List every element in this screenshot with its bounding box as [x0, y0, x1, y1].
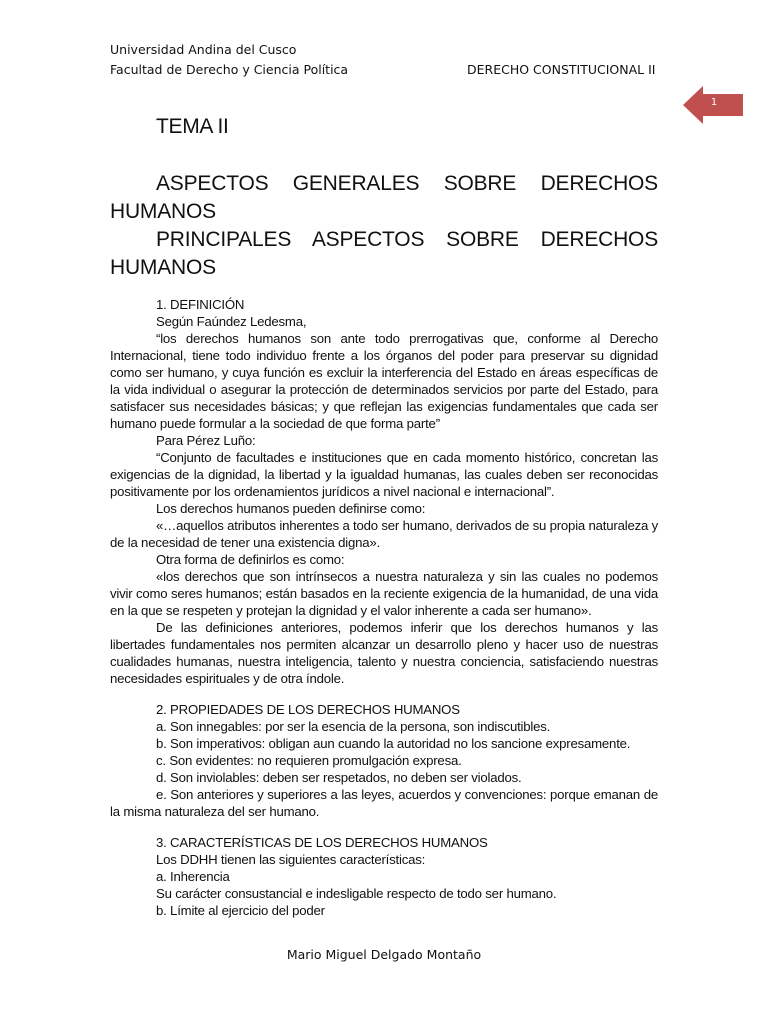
- document-body: [110, 112, 658, 919]
- quote-paragraph: «los derechos que son intrínsecos a nuestra naturaleza y sin las cuales no podemos vivir como seres humanos; están basados en la reciente exigencia de la humanidad, de una vida en la que se respeten y protejan la dignidad y el valor inherente a cada ser humano».: [110, 569, 658, 618]
- list-item: e. Son anteriores y superiores a las leyes, acuerdos y convenciones: porque emanan de la misma naturaleza del ser humano.: [110, 787, 658, 819]
- list-item: d. Son inviolables: deben ser respetados, no deben ser violados.: [156, 770, 522, 785]
- subsection-title: b. Límite al ejercicio del poder: [156, 903, 325, 918]
- main-heading-1: ASPECTOS GENERALES SOBRE DERECHOS HUMANOS: [110, 172, 658, 223]
- section-1-title: 1. DEFINICIÓN: [156, 297, 245, 312]
- paragraph: Para Pérez Luño:: [156, 433, 256, 448]
- page-number-badge: [683, 86, 743, 124]
- tema-title: TEMA II: [156, 115, 229, 138]
- header-faculty: Facultad de Derecho y Ciencia Política: [110, 62, 349, 77]
- section-3-title: 3. CARACTERÍSTICAS DE LOS DERECHOS HUMANOS: [156, 835, 488, 850]
- paragraph: Su carácter consustancial e indesligable respecto de todo ser humano.: [156, 886, 557, 901]
- section-2-title: 2. PROPIEDADES DE LOS DERECHOS HUMANOS: [156, 702, 460, 717]
- paragraph: De las definiciones anteriores, podemos inferir que los derechos humanos y las libertades fundamentales nos permiten alcanzar un desarrollo pleno y hacer uso de nuestras cualidades humanas, nuestra inteligencia, talento y nuestra conciencia, satisfaciendo nuestras necesidades espirituales y de otra índole.: [110, 620, 658, 686]
- quote-paragraph: “Conjunto de facultades e instituciones que en cada momento histórico, concretan las exigencias de la dignidad, la libertad y la igualdad humanas, las cuales deben ser reconocidas positivamente por los ordenamientos jurídicos a nivel nacional e internacional”.: [110, 450, 658, 499]
- paragraph: Según Faúndez Ledesma,: [156, 314, 307, 329]
- subsection-title: a. Inherencia: [156, 869, 230, 884]
- list-item: c. Son evidentes: no requieren promulgación expresa.: [156, 753, 462, 768]
- quote-paragraph: «…aquellos atributos inherentes a todo ser humano, derivados de su propia naturaleza y de la necesidad de tener una existencia digna».: [110, 518, 658, 550]
- list-item: a. Son innegables: por ser la esencia de la persona, son indiscutibles.: [156, 719, 551, 734]
- paragraph: Otra forma de definirlos es como:: [156, 552, 345, 567]
- list-item: b. Son imperativos: obligan aun cuando la autoridad no los sancione expresamente.: [156, 736, 631, 751]
- header-university: Universidad Andina del Cusco: [110, 42, 297, 57]
- quote-paragraph: “los derechos humanos son ante todo prerrogativas que, conforme al Derecho Internacional, tiene todo individuo frente a los órganos del poder para preservar su dignidad como ser humano, y cuya función es excluir la interferencia del Estado en áreas específicas de la vida individual o asegurar la protección de determinados servicios por parte del Estado, para satisfacer sus necesidades básicas; y que reflejan las exigencias fundamentales que cada ser humano puede formular a la sociedad de que forma parte”: [110, 331, 658, 431]
- paragraph: Los DDHH tienen las siguientes características:: [156, 852, 426, 867]
- header-course: DERECHO CONSTITUCIONAL II: [467, 62, 656, 77]
- paragraph: Los derechos humanos pueden definirse como:: [156, 501, 426, 516]
- page-number: 1: [710, 97, 718, 108]
- footer-author: Mario Miguel Delgado Montaño: [286, 947, 482, 962]
- main-heading-2: PRINCIPALES ASPECTOS SOBRE DERECHOS HUMANOS: [110, 228, 658, 279]
